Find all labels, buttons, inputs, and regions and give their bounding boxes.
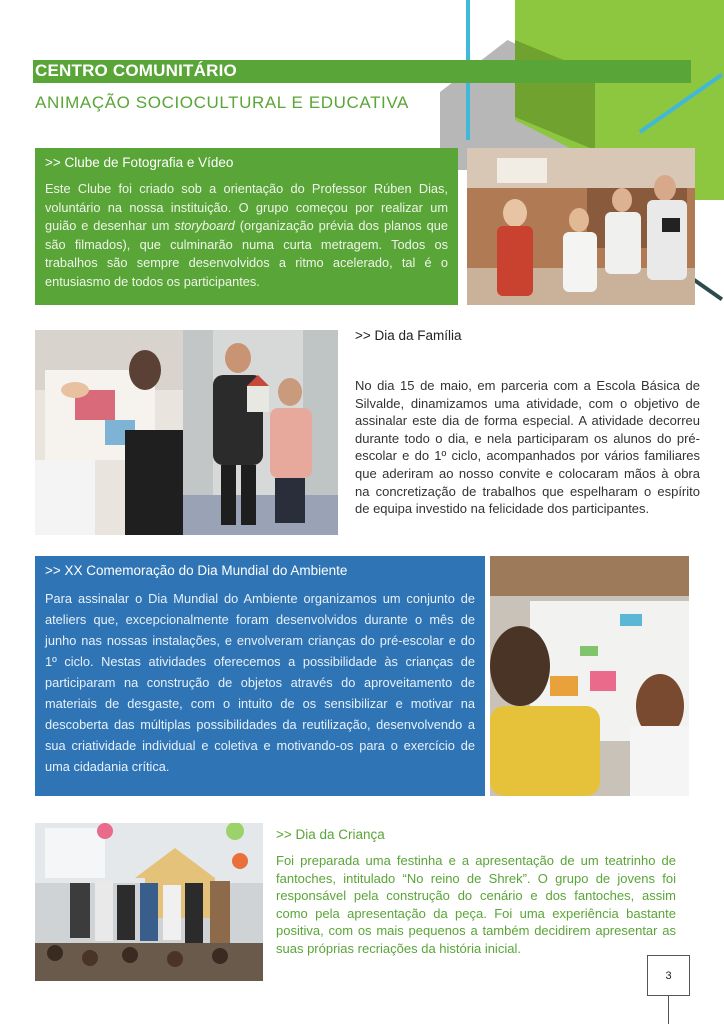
children-day-text: Foi preparada uma festinha e a apresentação de um teatrinho de fantoches, intitulado “No reino de Shrek”. O grupo de jovens foi responsável pela construção do cenário e dos fantoches, assim como pela apresentação da peça. Foi uma experiência bastante positiva, com os mais pequenos a também decidirem apresentar as suas próprias recriações da história inicial. [276,853,676,956]
page-title: CENTRO COMUNITÁRIO [35,61,237,80]
page-number: 3 [647,955,690,996]
environment-day-box [35,556,485,796]
family-day-title: >> Dia da Família [355,328,462,343]
environment-day-text: Para assinalar o Dia Mundial do Ambiente organizamos um conjunto de ateliers que, excepcionalmente foram desenvolvidos durante o mês de junho nas nossas instalações, e envolveram crianças do pré-escolar e do 1º ciclo. Nestas atividades oferecemos a possibilidade às crianças de participaram na construção de objetos através do aproveitamento de materiais de desgaste, com o intuito de os sensibilizar e motivar na descoberta das múltiplas possibilidades da reutilização, desenvolvendo a sua criatividade individual e coletiva e motivando-os para o exercício de uma cidadania crítica. [45,591,475,774]
children-day-image [35,823,263,981]
family-day-text: No dia 15 de maio, em parceria com a Escola Básica de Silvalde, dinamizamos uma atividade, com o objetivo de assinalar este dia de forma especial. A atividade decorreu durante todo o dia, e nela participaram os alunos do pré-escolar e do 1º ciclo, acompanhados por vários familiares que aderiram ao nosso convite e colocaram mãos à obra na concretização de trabalhos que espelharam o espírito de equipa investido na felicidade dos participantes. [355,378,700,517]
photo-club-title: >> Clube de Fotografia e Vídeo [45,155,234,170]
photo-club-box [35,148,458,305]
photo-club-image [467,148,695,305]
page-subtitle: ANIMAÇÃO SOCIOCULTURAL E EDUCATIVA [35,93,409,112]
photo-club-text: Este Clube foi criado sob a orientação do Professor Rúben Dias, voluntário na nossa instituição. O grupo começou por realizar um guião e desenhar um storyboard (organização prévia dos planos que são filmados), que culminarão numa curta metragem. Todos os trabalhos são sempre desenvolvidos a ritmo acelerado, tal é o entusiasmo de todos os participantes. [45,181,448,289]
environment-day-image [490,556,689,796]
family-day-image-1 [35,330,183,535]
page-number-line [668,996,669,1024]
environment-day-title: >> XX Comemoração do Dia Mundial do Ambiente [45,563,348,578]
family-day-image-2 [183,330,338,535]
children-day-title: >> Dia da Criança [276,827,385,842]
